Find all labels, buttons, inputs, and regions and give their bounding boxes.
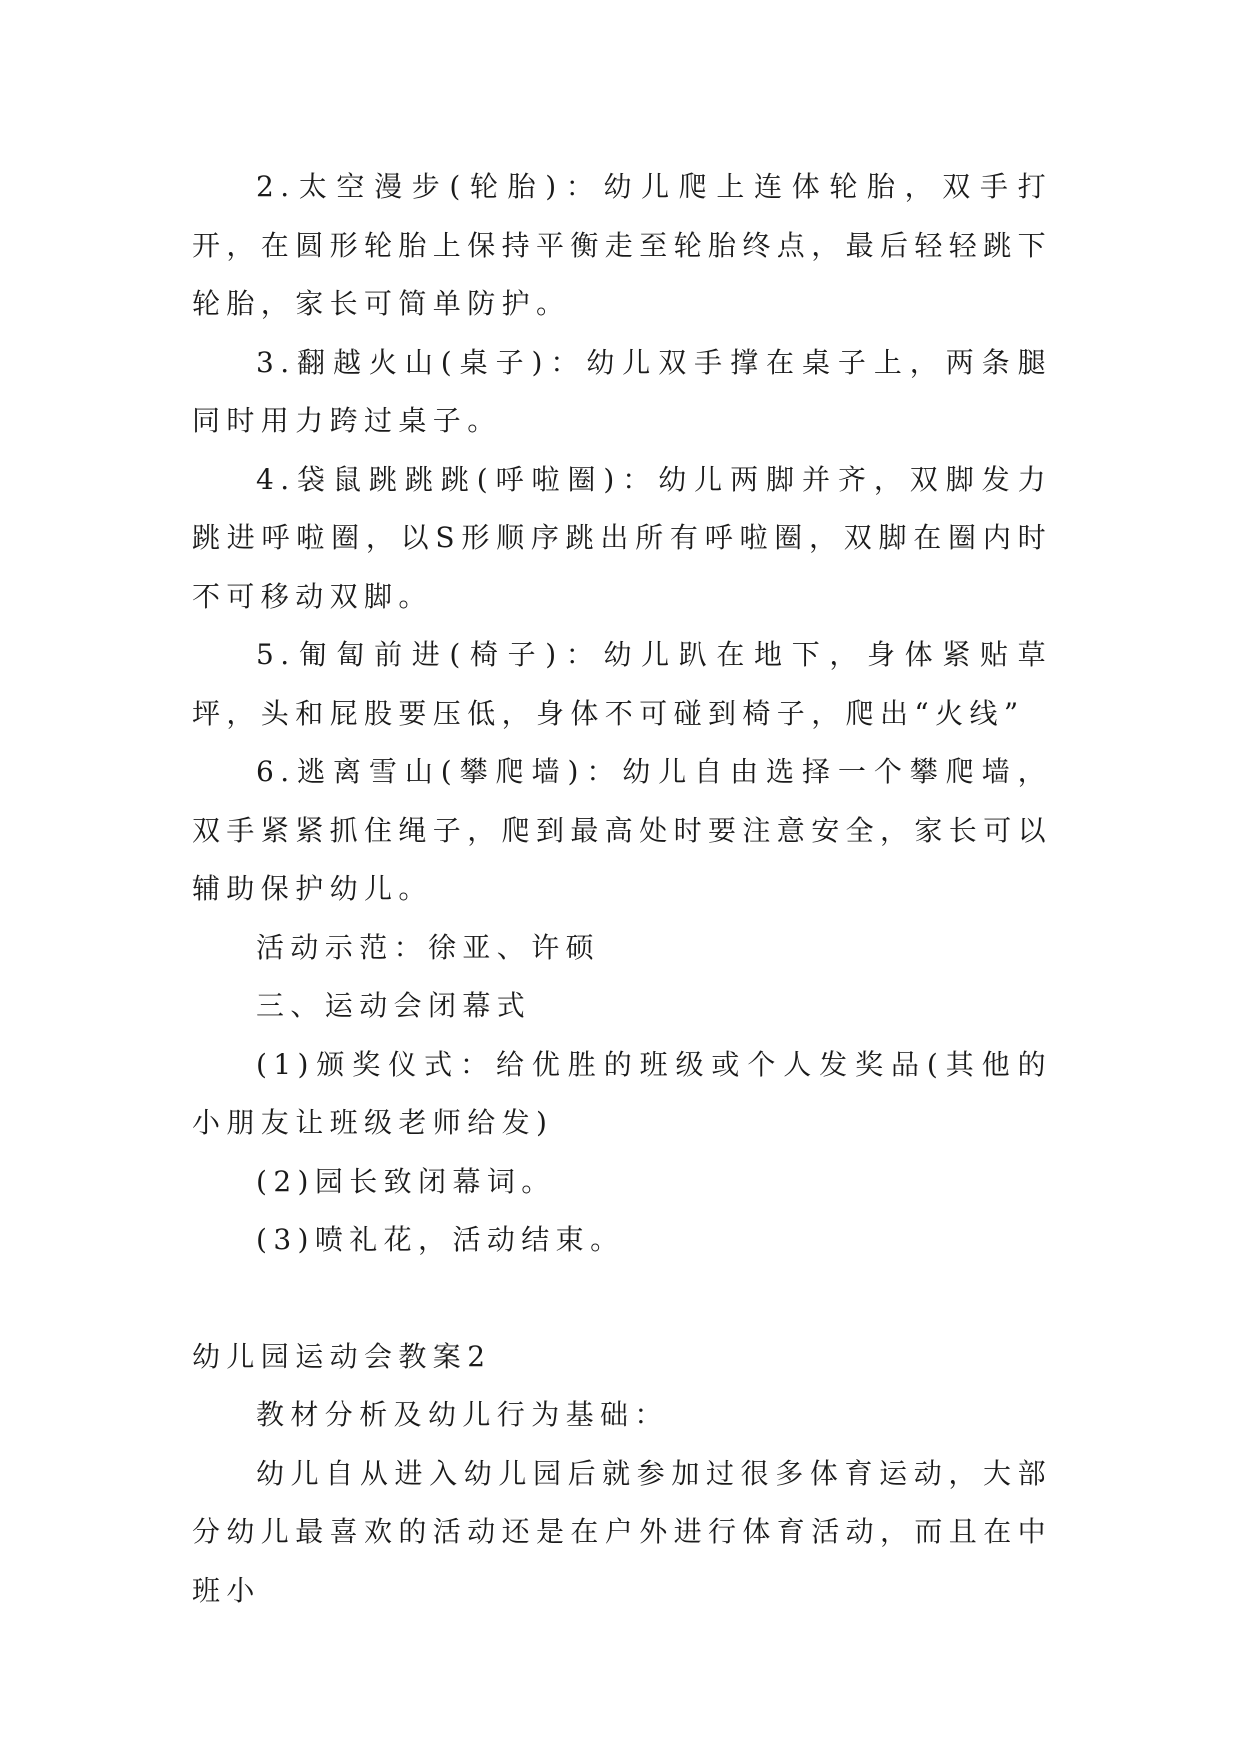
paragraph-kangaroo-jump: 4.袋鼠跳跳跳(呼啦圈)：幼儿两脚并齐，双脚发力跳进呼啦圈，以S形顺序跳出所有呼啦圈，双脚在圈内时不可移动双脚。	[192, 462, 1052, 613]
paragraph-closing-speech: (2)园长致闭幕词。	[256, 1164, 556, 1198]
paragraph-award-ceremony: (1)颁奖仪式：给优胜的班级或个人发奖品(其他的小朋友让班级老师给发)	[192, 1047, 1052, 1139]
paragraph-crawl-forward: 5.匍匐前进(椅子)：幼儿趴在地下，身体紧贴草坪，头和屁股要压低，身体不可碰到椅子，爬出“火线”	[192, 638, 1052, 730]
heading-material-analysis: 教材分析及幼儿行为基础：	[256, 1398, 669, 1431]
section-title: 幼儿园运动会教案2	[192, 1339, 492, 1373]
section-gap	[192, 1270, 1052, 1328]
paragraph-tire-walk: 2.太空漫步(轮胎)：幼儿爬上连体轮胎，双手打开，在圆形轮胎上保持平衡走至轮胎终点，最后轻轻跳下轮胎，家长可简单防护。	[192, 170, 1053, 320]
paragraph-confetti: (3)喷礼花，活动结束。	[256, 1223, 625, 1256]
paragraph-table-climb: 3.翻越火山(桌子)：幼儿双手撑在桌子上，两条腿同时用力跨过桌子。	[192, 345, 1052, 437]
paragraph-material-analysis: 幼儿自从进入幼儿园后就参加过很多体育运动，大部分幼儿最喜欢的活动还是在户外进行体育活动，而且在中班小	[192, 1456, 1053, 1607]
paragraph-demonstrators: 活动示范：徐亚、许硕	[256, 930, 601, 964]
heading-closing-ceremony: 三、运动会闭幕式	[256, 989, 532, 1022]
paragraph-climbing-wall: 6.逃离雪山(攀爬墙)：幼儿自由选择一个攀爬墙，双手紧紧抓住绳子，爬到最高处时要注意安全，家长可以辅助保护幼儿。	[192, 755, 1053, 905]
document-body	[192, 158, 1052, 1620]
